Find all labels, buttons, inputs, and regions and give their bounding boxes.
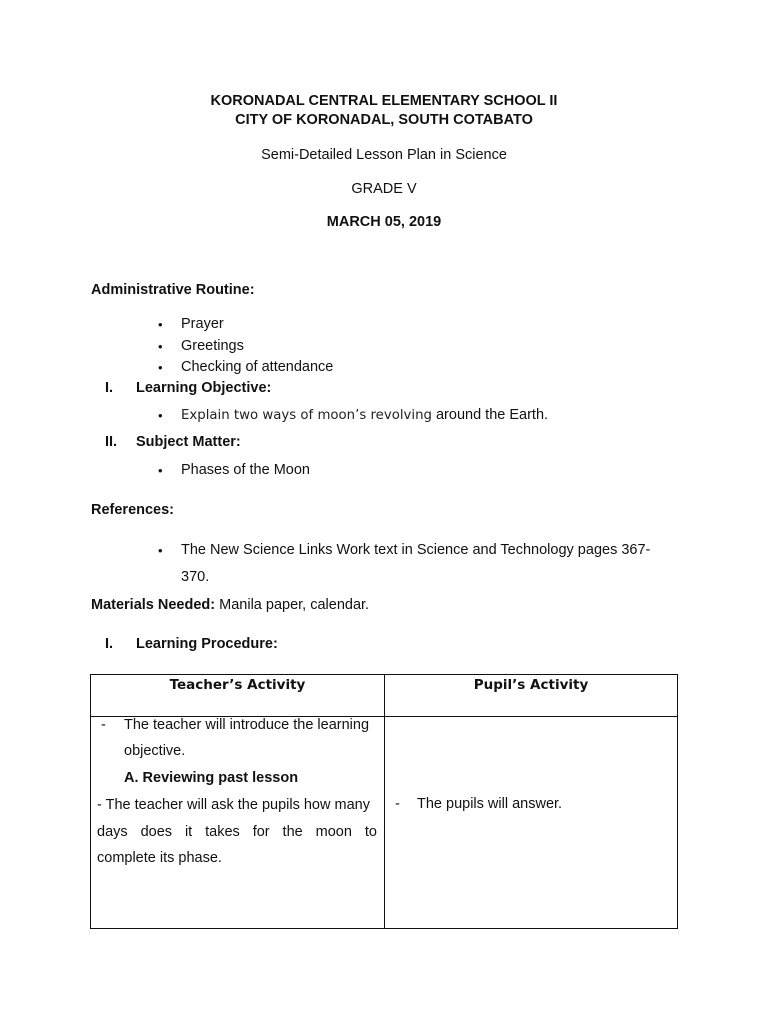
materials-label: Materials Needed: xyxy=(91,597,216,613)
activity-table xyxy=(90,674,678,929)
word: the xyxy=(282,824,303,840)
bullet-icon: • xyxy=(158,463,163,478)
word: it xyxy=(184,824,193,840)
word: for xyxy=(252,824,270,840)
teacher-dash: - xyxy=(101,717,106,733)
teacher-intro-line1: The teacher will introduce the learning xyxy=(124,717,370,733)
school-name: KORONADAL CENTRAL ELEMENTARY SCHOOL II xyxy=(210,93,558,109)
admin-item-greetings: Greetings xyxy=(181,338,244,354)
table-column-divider xyxy=(384,675,385,928)
bullet-icon: • xyxy=(158,339,163,354)
learning-objective-heading: Learning Objective: xyxy=(136,380,272,396)
section-numeral: I. xyxy=(105,636,114,652)
word: to xyxy=(364,824,377,840)
learning-objective-item xyxy=(181,407,548,423)
teacher-intro-line2: objective. xyxy=(124,743,186,759)
bullet-icon: • xyxy=(158,543,163,558)
references-heading: References: xyxy=(91,502,175,518)
admin-item-attendance: Checking of attendance xyxy=(181,359,334,375)
word: does xyxy=(140,824,173,840)
materials-value: Manila paper, calendar. xyxy=(215,597,370,613)
objective-text-part1: Explain two ways of moon’s revolving xyxy=(181,408,432,423)
materials-needed xyxy=(91,597,369,613)
school-city: CITY OF KORONADAL, SOUTH COTABATO xyxy=(235,112,533,128)
word: days xyxy=(97,824,128,840)
bullet-icon: • xyxy=(158,317,163,332)
word: moon xyxy=(315,824,352,840)
bullet-icon: • xyxy=(158,408,163,423)
pupil-answer: The pupils will answer. xyxy=(417,796,563,812)
subject-matter-heading: Subject Matter: xyxy=(136,434,241,450)
teacher-review-line1: - The teacher will ask the pupils how many xyxy=(97,797,370,813)
section-numeral: I. xyxy=(105,380,114,396)
teacher-review-line2 xyxy=(97,824,377,840)
section-numeral: II. xyxy=(105,434,118,450)
teacher-review-line3: complete its phase. xyxy=(97,850,222,866)
pupil-dash: - xyxy=(395,796,400,812)
objective-text-part2: around the Earth. xyxy=(431,407,549,423)
grade-level: GRADE V xyxy=(351,181,417,197)
reference-item-line1: The New Science Links Work text in Science and Technology pages 367- xyxy=(181,542,651,558)
word: takes xyxy=(205,824,240,840)
reference-item-line2: 370. xyxy=(181,569,210,585)
learning-procedure-heading: Learning Procedure: xyxy=(136,636,278,652)
bullet-icon: • xyxy=(158,360,163,375)
subject-matter-item: Phases of the Moon xyxy=(181,462,310,478)
reviewing-past-lesson-heading: A. Reviewing past lesson xyxy=(124,770,299,786)
plan-title: Semi-Detailed Lesson Plan in Science xyxy=(261,147,507,163)
admin-routine-heading: Administrative Routine: xyxy=(91,282,255,298)
pupil-activity-header: Pupil’s Activity xyxy=(473,677,589,693)
plan-date: MARCH 05, 2019 xyxy=(326,214,442,230)
admin-item-prayer: Prayer xyxy=(181,316,224,332)
teacher-activity-header: Teacher’s Activity xyxy=(169,677,306,693)
